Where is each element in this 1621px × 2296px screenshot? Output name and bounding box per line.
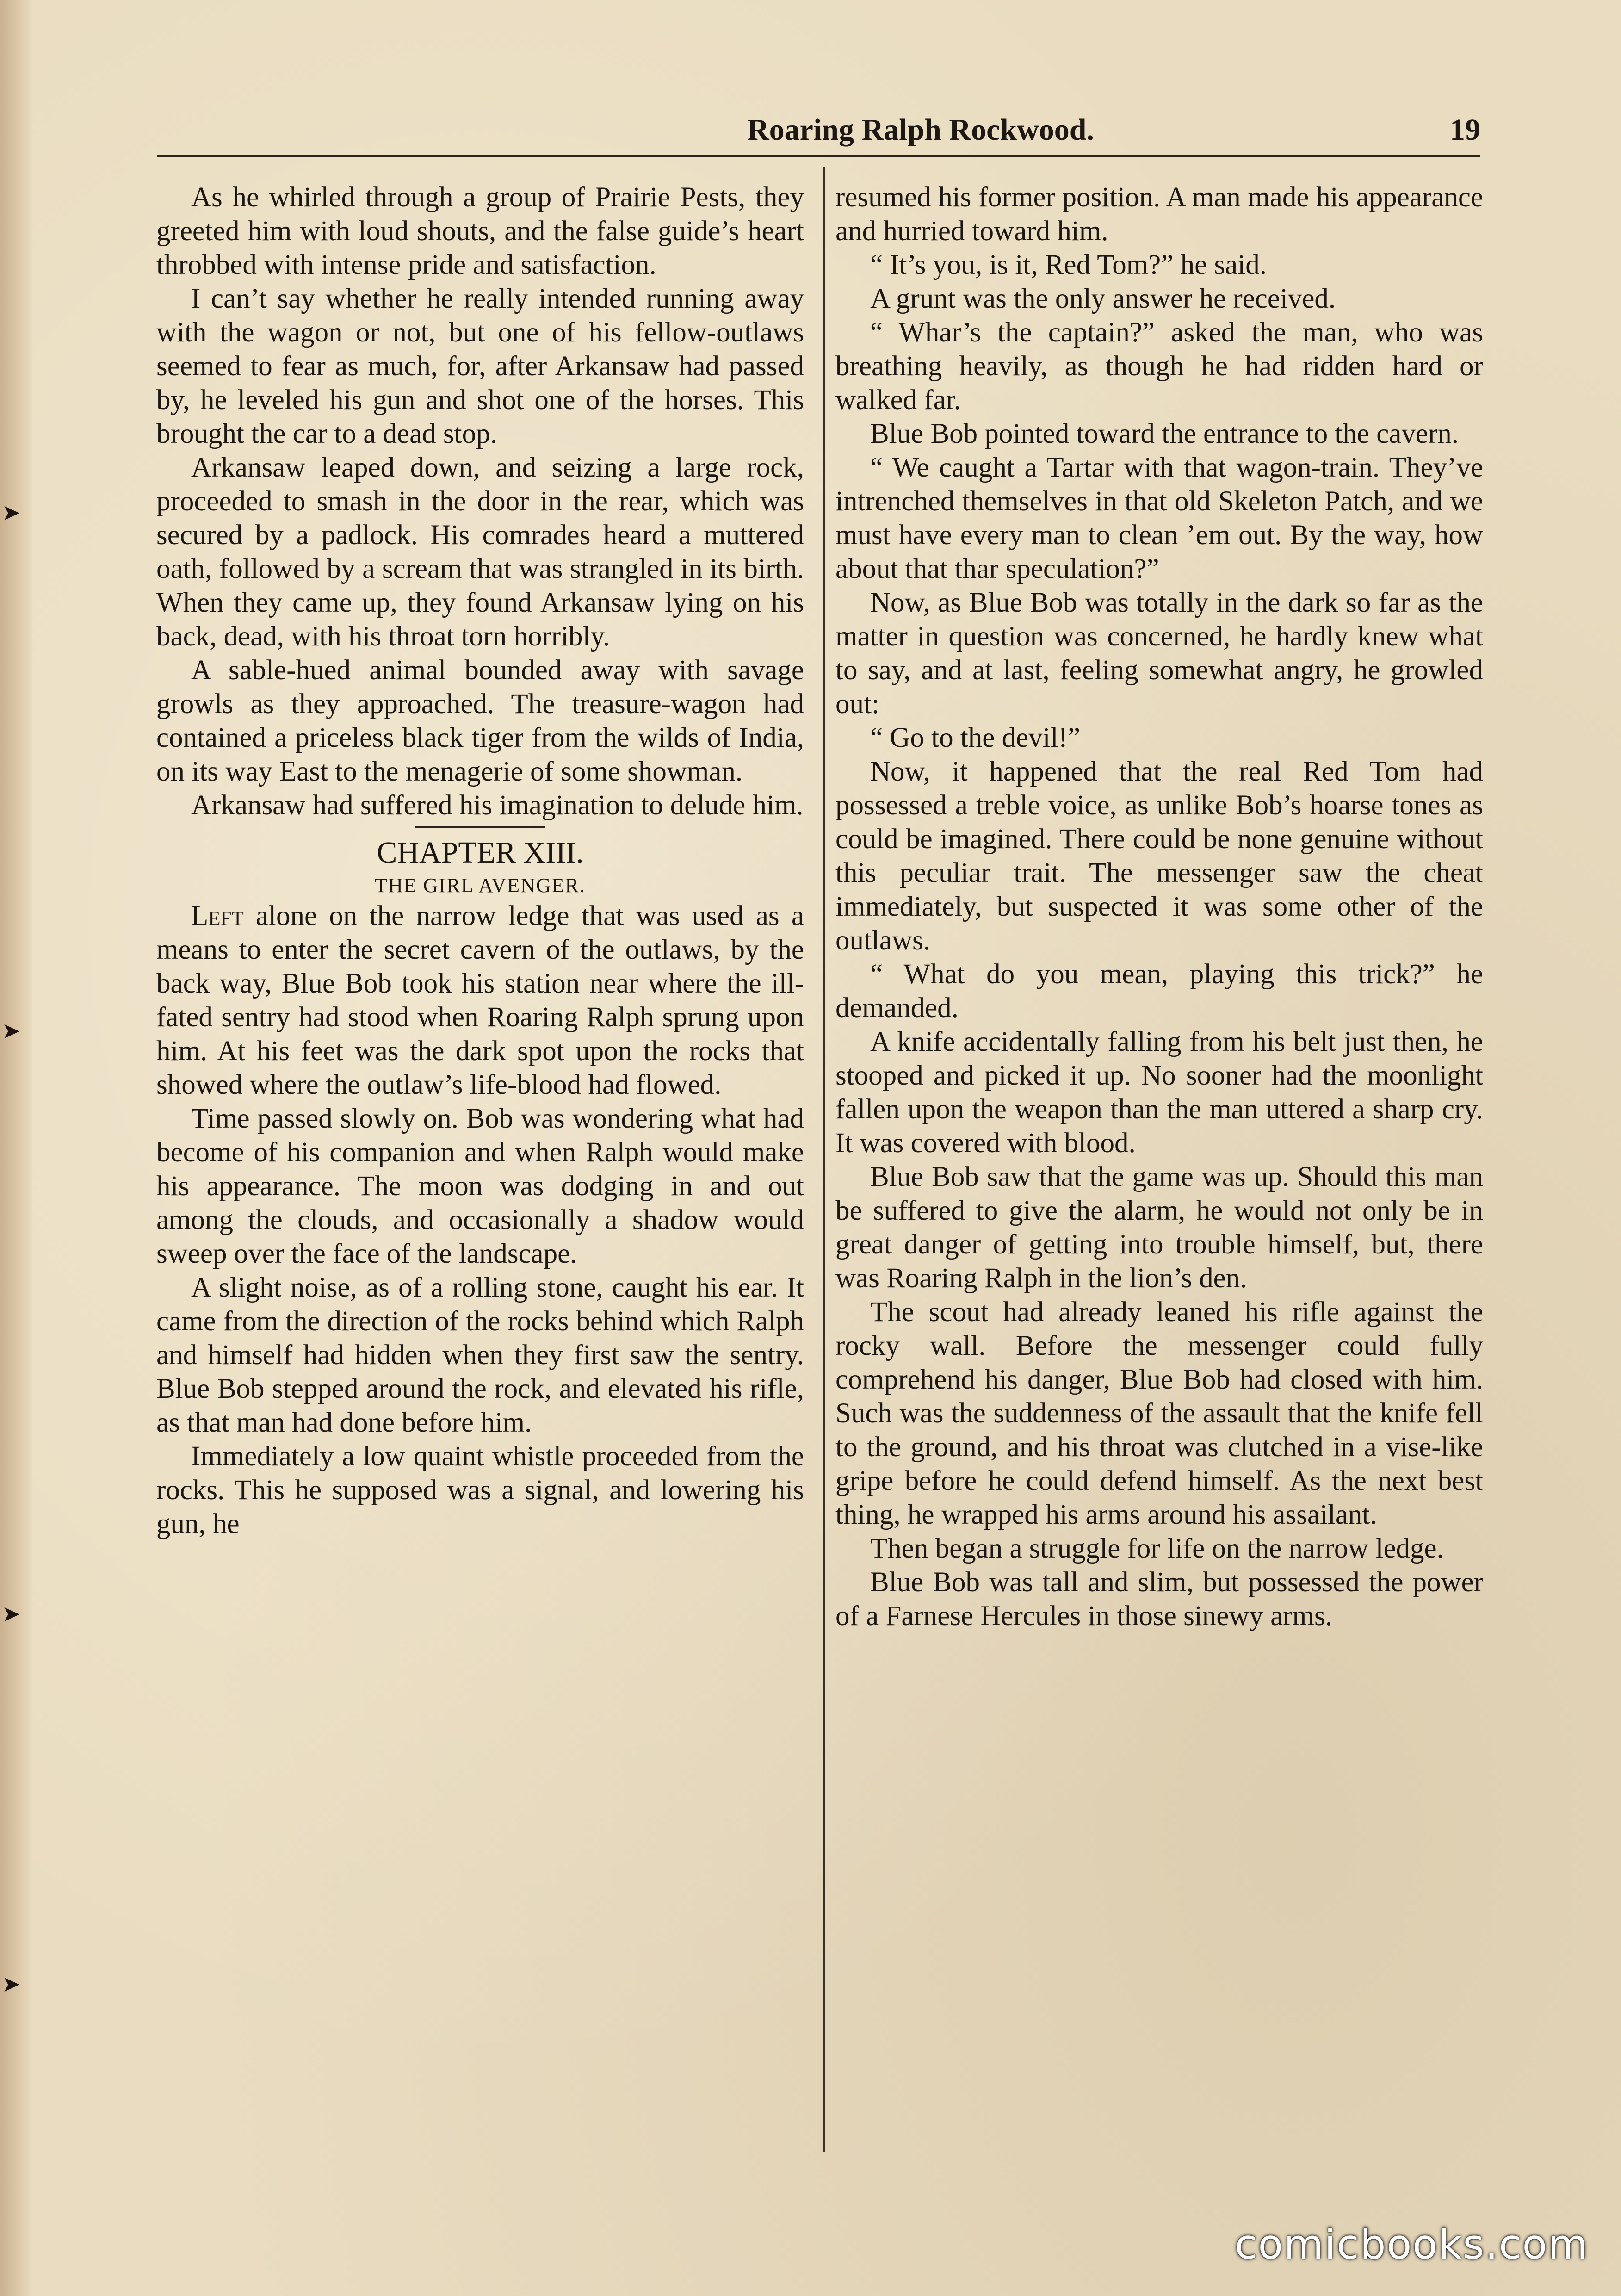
- continued-paragraph: resumed his former position. A man made his appearance and hurried toward him.: [835, 182, 1483, 247]
- chapter-title: CHAPTER XIII.: [377, 836, 584, 869]
- paragraph: Then began a struggle for life on the narrow ledge.: [870, 1533, 1444, 1564]
- paragraph: As he whirled through a group of Prairie Pests, they greeted him with loud shouts, and the false guide’s heart throbbed with intense pride and satisfaction.: [156, 182, 804, 280]
- paragraph: Immediately a low quaint whistle proceeded from the rocks. This he supposed was a signal, and lowering his gun, he: [156, 1441, 804, 1539]
- paragraph: Time passed slowly on. Bob was wondering what had become of his companion and when Ralph would make his appearance. The moon was dodging in and out among the clouds, and occasionally a shadow would sweep over the face of the landscape.: [156, 1103, 804, 1269]
- paragraph: “ Go to the devil!”: [870, 722, 1080, 753]
- running-header: [157, 109, 1480, 151]
- paragraph: “ Whar’s the captain?” asked the man, who was breathing heavily, as though he had ridden hard or walked far.: [835, 317, 1483, 416]
- paragraph: I can’t say whether he really intended running away with the wagon or not, but one of his fellow-outlaws seemed to fear as much, for, after Arkansaw had passed by, he leveled his gun and shot one of the horses. This brought the car to a dead stop.: [156, 283, 804, 449]
- paragraph: Now, it happened that the real Red Tom had possessed a treble voice, as unlike Bob’s hoarse tones as could be imagined. There could be none genuine without this peculiar trait. The messenger saw the cheat immediately, but suspected it was some other of the outlaws.: [835, 756, 1483, 956]
- left-text-column: [156, 180, 804, 1541]
- page-binding-edge: [0, 0, 32, 2296]
- header-rule: [157, 155, 1480, 157]
- page-number: 19: [1450, 113, 1480, 147]
- paragraph: Arkansaw had suffered his imagination to delude him.: [191, 790, 804, 821]
- paragraph: Now, as Blue Bob was totally in the dark so far as the matter in question was concerned, he hardly knew what to say, and at last, feeling somewhat angry, he growled out:: [835, 587, 1483, 720]
- paragraph: “ We caught a Tartar with that wagon-train. They’ve intrenched themselves in that old Skeleton Patch, and we must have every man to clean ’em out. By the way, how about that thar speculation?”: [835, 452, 1483, 584]
- paragraph: A knife accidentally falling from his belt just then, he stooped and picked it up. No sooner had the moonlight fallen upon the weapon than the man uttered a sharp cry. It was covered with blood.: [835, 1026, 1483, 1159]
- right-text-column: [835, 180, 1483, 1633]
- binding-staple-mark-icon: ➤: [2, 1971, 21, 1997]
- paragraph: Blue Bob pointed toward the entrance to the cavern.: [870, 418, 1459, 449]
- chapter-subtitle: THE GIRL AVENGER.: [375, 874, 586, 897]
- paragraph: Arkansaw leaped down, and seizing a large rock, proceeded to smash in the door in the rear, which was secured by a padlock. His comrades heard a muttered oath, followed by a scream that was strangled in its birth. When they came up, they found Arkansaw lying on his back, dead, with his throat torn horribly.: [156, 452, 804, 652]
- paragraph: The scout had already leaned his rifle against the rocky wall. Before the messenger could fully comprehend his danger, Blue Bob had closed with him. Such was the suddenness of the assault that the knife fell to the ground, and his throat was clutched in a vise-like gripe before he could defend himself. As the next best thing, he wrapped his arms around his assailant.: [835, 1297, 1483, 1530]
- binding-staple-mark-icon: ➤: [2, 500, 21, 526]
- paragraph: A slight noise, as of a rolling stone, caught his ear. It came from the direction of the rocks behind which Ralph and himself had hidden when they first saw the sentry. Blue Bob stepped around the rock, and elevated his rifle, as that man had done before him.: [156, 1272, 804, 1438]
- chapter-divider-rule: [415, 826, 545, 828]
- paragraph: A grunt was the only answer he received.: [870, 283, 1336, 314]
- running-title: Roaring Ralph Rockwood.: [747, 113, 1094, 147]
- site-watermark: comicbooks.com: [1234, 2221, 1589, 2268]
- binding-staple-mark-icon: ➤: [2, 1601, 21, 1627]
- column-divider-rule: [823, 167, 825, 2152]
- paragraph-text: alone on the narrow ledge that was used as a means to enter the secret cavern of the outlaws, by the back way, Blue Bob took his station near where the ill-fated sentry had stood when Roaring Ralph sprung upon him. At his feet was the dark spot upon the rocks that showed where the outlaw’s life-blood had flowed.: [156, 900, 804, 1100]
- paragraph: Blue Bob was tall and slim, but possessed the power of a Farnese Hercules in those sinewy arms.: [835, 1567, 1483, 1632]
- paragraph: “ It’s you, is it, Red Tom?” he said.: [870, 249, 1267, 280]
- paragraph: Blue Bob saw that the game was up. Should this man be suffered to give the alarm, he would not only be in great danger of getting into trouble himself, but, there was Roaring Ralph in the lion’s den.: [835, 1161, 1483, 1294]
- paragraph: [156, 899, 804, 1102]
- chapter-opening-word: Left: [191, 900, 244, 931]
- paragraph: “ What do you mean, playing this trick?” he demanded.: [835, 959, 1483, 1024]
- paragraph: A sable-hued animal bounded away with savage growls as they approached. The treasure-wagon had contained a priceless black tiger from the wilds of India, on its way East to the menagerie of some showman.: [156, 655, 804, 787]
- binding-staple-mark-icon: ➤: [2, 1018, 21, 1044]
